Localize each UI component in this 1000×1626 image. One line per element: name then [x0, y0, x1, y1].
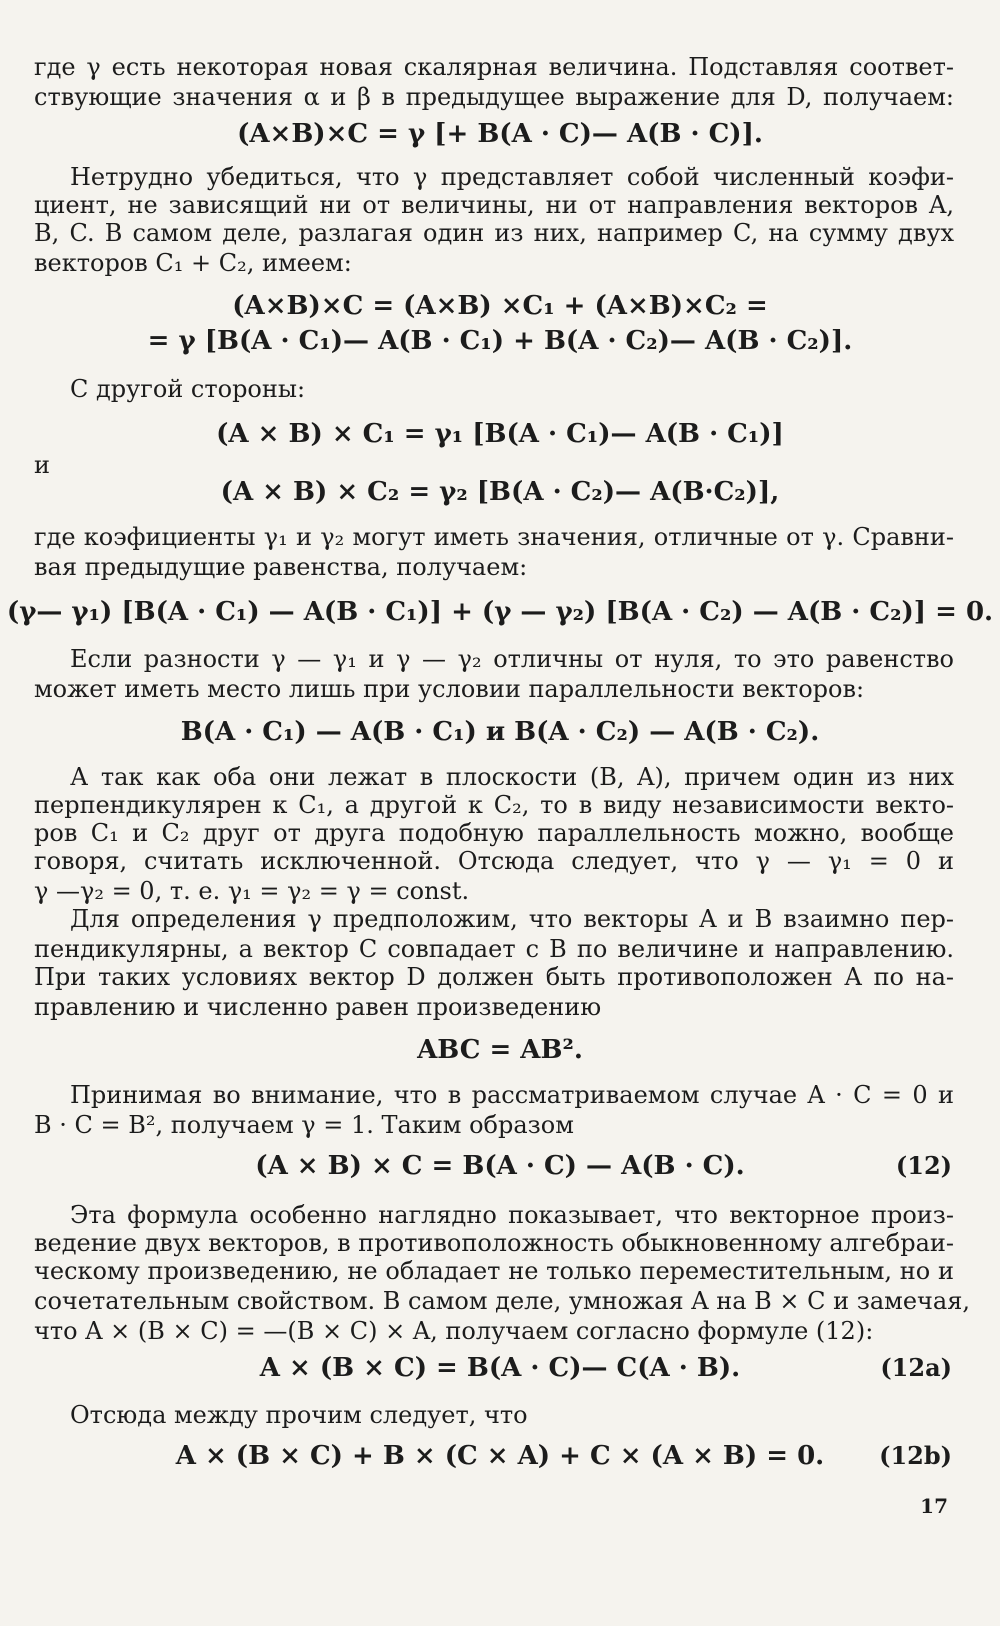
equation: ABC = AB².: [417, 1035, 583, 1065]
text-line: Для определения γ предположим, что векторы A и B взаимно пер-: [70, 905, 954, 933]
text-line: А так как оба они лежат в плоскости (B, A), причем один из них: [70, 763, 954, 791]
equation: (A × B) × C = B(A · C) — A(B · C).: [255, 1151, 745, 1181]
text-line: сочетательным свойством. В самом деле, умножая A на B × C и замечая,: [34, 1287, 970, 1315]
text-line: ствующие значения α и β в предыдущее выражение для D, получаем:: [34, 83, 954, 111]
text-line: говоря, считать исключенной. Отсюда следует, что γ — γ₁ = 0 и: [34, 847, 954, 875]
page-number: 17: [920, 1494, 948, 1518]
text-line: что A × (B × C) = —(B × C) × A, получаем согласно формуле (12):: [34, 1317, 874, 1345]
text-line: ческому произведению, не обладает не только переместительным, но и: [34, 1257, 954, 1285]
equation: (A × B) × C₁ = γ₁ [B(A · C₁)— A(B · C₁)]: [216, 419, 784, 449]
equation: (A×B)×C = (A×B) ×C₁ + (A×B)×C₂ =: [232, 291, 768, 321]
equation-number: (12): [895, 1151, 952, 1180]
text-line: перпендикулярен к C₁, а другой к C₂, то в виду независимости векто-: [34, 791, 954, 819]
equation: (A×B)×C = γ [+ B(A · C)— A(B · C)].: [237, 119, 763, 149]
text-line: где γ есть некоторая новая скалярная величина. Подставляя соответ-: [34, 53, 954, 81]
text-line: Отсюда между прочим следует, что: [70, 1401, 528, 1429]
text-line: γ —γ₂ = 0, т. е. γ₁ = γ₂ = γ = const.: [34, 877, 470, 905]
text-line: правлению и численно равен произведению: [34, 993, 602, 1021]
equation-number: (12b): [879, 1441, 952, 1470]
text-line: где коэфициенты γ₁ и γ₂ могут иметь значения, отличные от γ. Сравни-: [34, 523, 954, 551]
equation: B(A · C₁) — A(B · C₁) и B(A · C₂) — A(B · C₂).: [180, 717, 820, 747]
text-line: B · C = B², получаем γ = 1. Таким образом: [34, 1111, 574, 1139]
text-line: может иметь место лишь при условии параллельности векторов:: [34, 675, 865, 703]
text-line: При таких условиях вектор D должен быть противоположен A по на-: [34, 963, 954, 991]
text-line: Эта формула особенно наглядно показывает, что векторное произ-: [70, 1201, 954, 1229]
equation: A × (B × C) + B × (C × A) + C × (A × B) = 0.: [175, 1441, 825, 1471]
equation: (γ— γ₁) [B(A · C₁) — A(B · C₁)] + (γ — γ₂) [B(A · C₂) — A(B · C₂)] = 0.: [6, 597, 994, 627]
text-line: ведение двух векторов, в противоположность обыкновенному алгебраи-: [34, 1229, 954, 1257]
text-line: пендикулярны, а вектор C совпадает с B по величине и направлению.: [34, 935, 954, 963]
equation: (A × B) × C₂ = γ₂ [B(A · C₂)— A(B·C₂)],: [220, 477, 780, 507]
text-line: Принимая во внимание, что в рассматриваемом случае A · C = 0 и: [70, 1081, 954, 1109]
text-line: векторов C₁ + C₂, имеем:: [34, 249, 352, 277]
text-line: ров C₁ и C₂ друг от друга подобную параллельность можно, вообще: [34, 819, 954, 847]
text-line: циент, не зависящий ни от величины, ни от направления векторов A,: [34, 191, 954, 219]
text-line: Если разности γ — γ₁ и γ — γ₂ отличны от нуля, то это равенство: [70, 645, 954, 673]
text-line: вая предыдущие равенства, получаем:: [34, 553, 528, 581]
equation: = γ [B(A · C₁)— A(B · C₁) + B(A · C₂)— A(B · C₂)].: [147, 326, 853, 356]
text-line: Нетрудно убедиться, что γ представляет собой численный коэфи-: [70, 163, 954, 191]
equation: A × (B × C) = B(A · C)— C(A · B).: [259, 1353, 741, 1383]
text-line: С другой стороны:: [70, 375, 306, 403]
text-line: и: [34, 451, 50, 479]
text-line: B, C. В самом деле, разлагая один из них, например C, на сумму двух: [34, 219, 954, 247]
equation-number: (12a): [880, 1353, 952, 1382]
